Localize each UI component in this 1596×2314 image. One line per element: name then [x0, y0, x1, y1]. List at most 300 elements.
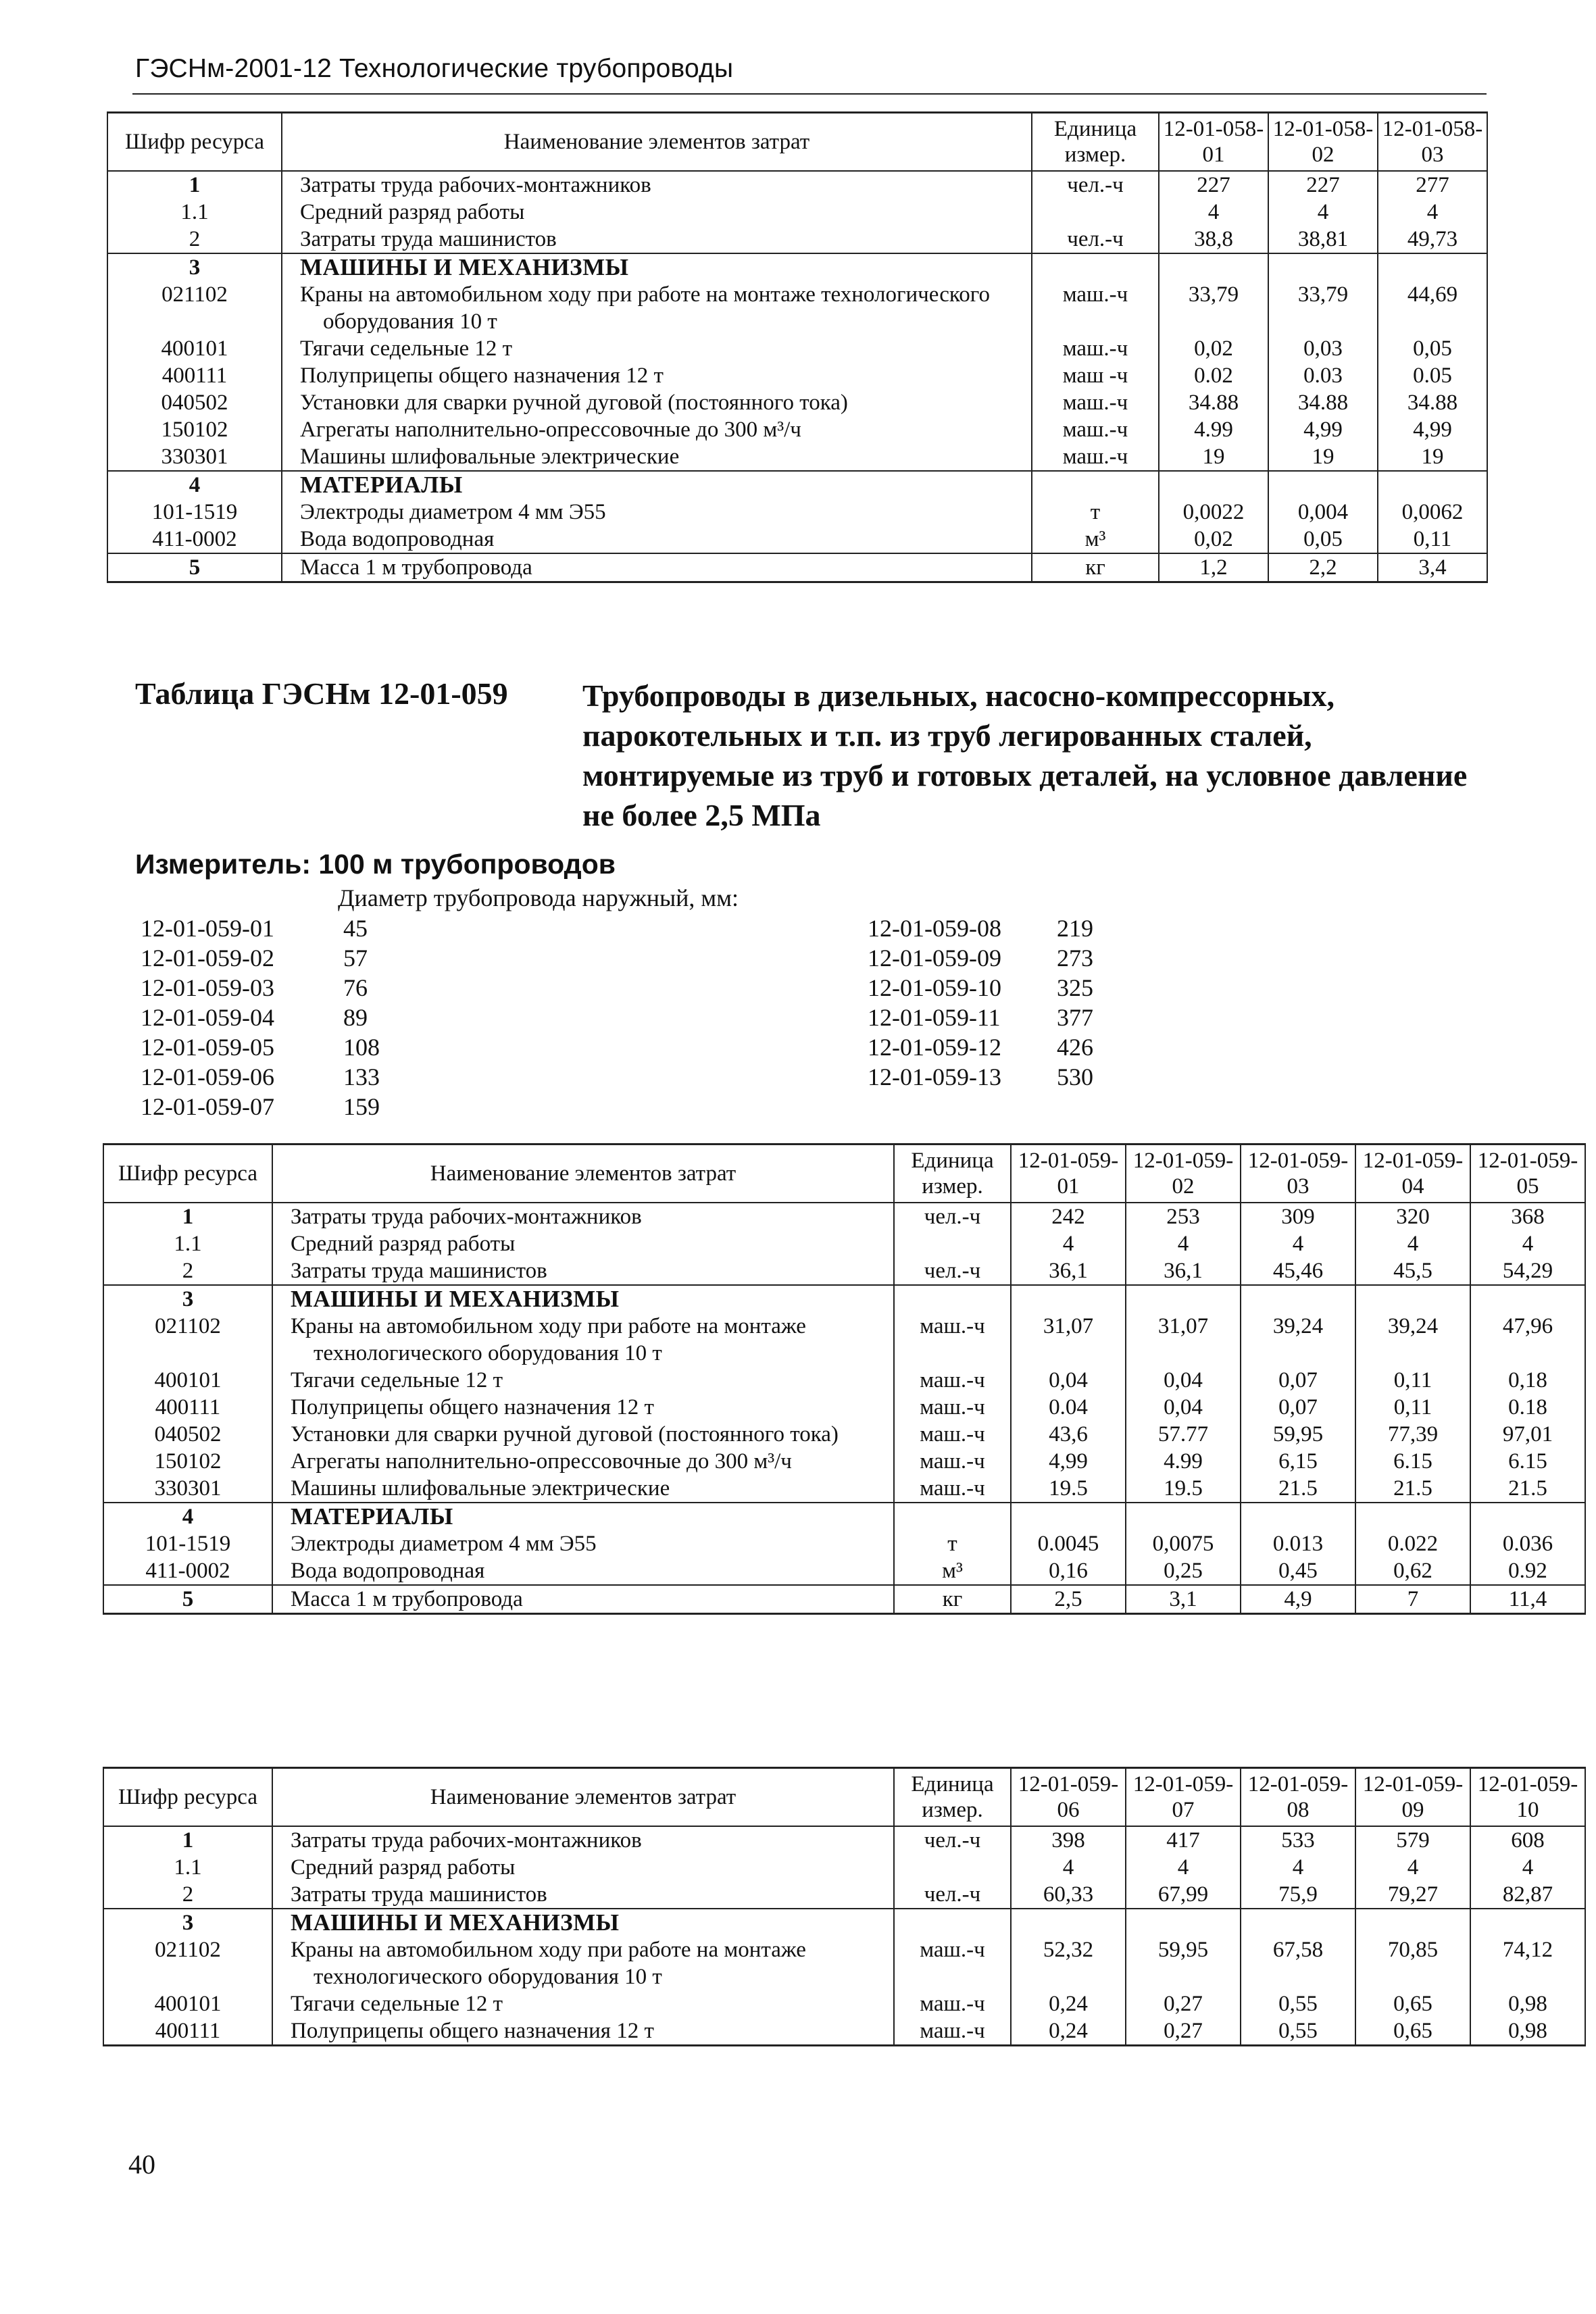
cost-element-text: Масса 1 м трубопровода — [291, 1587, 523, 1611]
cost-element-name — [272, 1854, 894, 1881]
value-cell: 242 — [1011, 1203, 1126, 1230]
value-cell: 0,24 — [1011, 2017, 1126, 2046]
value-cell — [1126, 1909, 1241, 1936]
table-row — [107, 335, 1487, 362]
cost-element-name — [272, 1881, 894, 1909]
table-row — [107, 362, 1487, 389]
cost-element-name — [272, 2017, 894, 2046]
spec-diameter: 108 — [343, 1034, 380, 1061]
spec-diameter: 530 — [1057, 1063, 1093, 1090]
cost-element-text: МАТЕРИАЛЫ — [291, 1503, 453, 1530]
table-row — [103, 1854, 1585, 1881]
unit-cell: чел.-ч — [894, 1257, 1011, 1285]
resource-code: 330301 — [103, 1475, 272, 1503]
value-cell: 19 — [1159, 443, 1268, 471]
resource-code: 1.1 — [103, 1854, 272, 1881]
value-cell: 1,2 — [1159, 553, 1268, 582]
cost-element-name — [282, 443, 1032, 471]
table-row — [103, 1990, 1585, 2017]
value-cell: 60,33 — [1011, 1881, 1126, 1909]
value-cell — [1268, 471, 1378, 499]
value-cell: 0,55 — [1241, 1990, 1355, 2017]
cost-element-name — [272, 1394, 894, 1421]
cost-element-text: МАШИНЫ И МЕХАНИЗМЫ — [291, 1286, 620, 1312]
table-header-row — [107, 113, 1487, 172]
cost-table-058 — [107, 111, 1488, 583]
table-row — [103, 1475, 1585, 1503]
value-cell: 74,12 — [1470, 1936, 1585, 1990]
value-cell: 0,02 — [1159, 526, 1268, 553]
value-cell: 0,24 — [1011, 1990, 1126, 2017]
resource-code: 101-1519 — [103, 1530, 272, 1557]
value-cell: 39,24 — [1355, 1313, 1470, 1367]
cost-element-text: Вода водопроводная — [300, 527, 495, 551]
value-cell: 277 — [1378, 171, 1487, 199]
value-cell: 33,79 — [1159, 281, 1268, 335]
table-row — [103, 1203, 1585, 1230]
value-cell: 0,07 — [1241, 1367, 1355, 1394]
cost-element-text: Средний разряд работы — [291, 1232, 516, 1256]
cost-element-name — [282, 199, 1032, 226]
spec-code: 12-01-059-03 — [141, 974, 274, 1001]
cost-element-name — [282, 499, 1032, 526]
resource-code: 1 — [103, 1203, 272, 1230]
resource-code: 150102 — [103, 1448, 272, 1475]
value-cell: 0,0062 — [1378, 499, 1487, 526]
value-cell: 34.88 — [1378, 389, 1487, 416]
value-cell: 417 — [1126, 1826, 1241, 1854]
value-cell: 79,27 — [1355, 1881, 1470, 1909]
header-rate-code: 12-01-059-04 — [1355, 1145, 1470, 1203]
header-code: Шифр ресурса — [103, 1145, 272, 1203]
spec-diameter: 219 — [1057, 915, 1093, 942]
value-cell: 0.036 — [1470, 1530, 1585, 1557]
spec-list-right — [868, 913, 1273, 1092]
value-cell: 19 — [1378, 443, 1487, 471]
cost-element-name — [272, 1557, 894, 1585]
table-row — [107, 553, 1487, 582]
value-cell: 4,9 — [1241, 1585, 1355, 1614]
unit-cell: т — [1032, 499, 1159, 526]
header-name: Наименование элементов затрат — [272, 1768, 894, 1827]
unit-cell — [894, 1909, 1011, 1936]
table-row — [103, 1585, 1585, 1614]
unit-cell: маш.-ч — [1032, 443, 1159, 471]
cost-element-text: Затраты труда рабочих-монтажников — [300, 173, 651, 197]
value-cell: 0,11 — [1355, 1394, 1470, 1421]
spec-diameter: 76 — [343, 974, 368, 1001]
spec-code: 12-01-059-09 — [868, 945, 1001, 972]
cost-element-name — [282, 171, 1032, 199]
header-rate-code: 12-01-059-09 — [1355, 1768, 1470, 1827]
cost-element-name — [282, 281, 1032, 335]
unit-cell — [1032, 471, 1159, 499]
value-cell — [1126, 1285, 1241, 1313]
spec-row — [868, 943, 1273, 973]
spec-diameter: 89 — [343, 1004, 368, 1031]
spec-diameter: 377 — [1057, 1004, 1093, 1031]
resource-code: 400101 — [107, 335, 282, 362]
value-cell: 0,0022 — [1159, 499, 1268, 526]
value-cell: 0.013 — [1241, 1530, 1355, 1557]
unit-cell: кг — [1032, 553, 1159, 582]
resource-code: 1 — [107, 171, 282, 199]
value-cell — [1378, 471, 1487, 499]
cost-element-name — [282, 471, 1032, 499]
cost-element-text: Масса 1 м трубопровода — [300, 555, 532, 580]
resource-code: 5 — [107, 553, 282, 582]
cost-element-name — [282, 526, 1032, 553]
value-cell: 4 — [1470, 1854, 1585, 1881]
resource-code: 4 — [107, 471, 282, 499]
cost-element-name — [272, 1530, 894, 1557]
cost-element-name — [272, 1285, 894, 1313]
value-cell: 0.03 — [1268, 362, 1378, 389]
table-row — [103, 1448, 1585, 1475]
value-cell: 0,98 — [1470, 1990, 1585, 2017]
spec-diameter: 57 — [343, 945, 368, 972]
table-row — [107, 389, 1487, 416]
spec-code: 12-01-059-06 — [141, 1063, 274, 1090]
cost-element-name — [282, 253, 1032, 281]
cost-table-059-b — [103, 1767, 1586, 2046]
value-cell: 0,27 — [1126, 1990, 1241, 2017]
table-row — [103, 1313, 1585, 1367]
unit-cell: чел.-ч — [894, 1881, 1011, 1909]
value-cell: 608 — [1470, 1826, 1585, 1854]
value-cell: 579 — [1355, 1826, 1470, 1854]
value-cell: 19 — [1268, 443, 1378, 471]
value-cell: 11,4 — [1470, 1585, 1585, 1614]
value-cell: 253 — [1126, 1203, 1241, 1230]
spec-row — [868, 1032, 1273, 1062]
header-rate-code: 12-01-058-01 — [1159, 113, 1268, 172]
table-row — [103, 1394, 1585, 1421]
cost-element-text: Электроды диаметром 4 мм Э55 — [291, 1532, 597, 1556]
cost-element-text: Краны на автомобильном ходу при работе на монтаже технологического оборудования 10 т — [291, 1938, 806, 1989]
value-cell: 0,65 — [1355, 2017, 1470, 2046]
value-cell: 0,45 — [1241, 1557, 1355, 1585]
unit-cell: маш.-ч — [1032, 281, 1159, 335]
value-cell: 0.04 — [1011, 1394, 1126, 1421]
value-cell: 227 — [1159, 171, 1268, 199]
cost-element-name — [272, 1826, 894, 1854]
value-cell: 4 — [1011, 1230, 1126, 1257]
resource-code: 330301 — [107, 443, 282, 471]
meter-label: Измеритель: 100 м трубопроводов — [135, 849, 616, 880]
unit-cell: маш.-ч — [894, 1448, 1011, 1475]
resource-code: 040502 — [103, 1421, 272, 1448]
value-cell: 7 — [1355, 1585, 1470, 1614]
table-row — [107, 226, 1487, 253]
value-cell: 0.92 — [1470, 1557, 1585, 1585]
spec-diameter: 273 — [1057, 945, 1093, 972]
table-row — [107, 443, 1487, 471]
table-row — [107, 199, 1487, 226]
value-cell: 38,81 — [1268, 226, 1378, 253]
spec-row — [868, 913, 1273, 943]
value-cell: 227 — [1268, 171, 1378, 199]
table-row — [103, 1881, 1585, 1909]
value-cell: 36,1 — [1126, 1257, 1241, 1285]
table-row — [107, 171, 1487, 199]
cost-element-text: Затраты труда машинистов — [300, 227, 557, 251]
table-row — [107, 471, 1487, 499]
resource-code: 150102 — [107, 416, 282, 443]
value-cell: 59,95 — [1126, 1936, 1241, 1990]
value-cell: 4,99 — [1268, 416, 1378, 443]
resource-code: 021102 — [103, 1936, 272, 1990]
table-row — [103, 1557, 1585, 1585]
table-title: Таблица ГЭСНм 12-01-059 — [135, 676, 508, 711]
value-cell: 0.02 — [1159, 362, 1268, 389]
value-cell: 47,96 — [1470, 1313, 1585, 1367]
table-row — [103, 1909, 1585, 1936]
header-rate-code: 12-01-059-06 — [1011, 1768, 1126, 1827]
unit-cell — [894, 1854, 1011, 1881]
resource-code: 411-0002 — [107, 526, 282, 553]
cost-element-name — [282, 416, 1032, 443]
value-cell: 0.05 — [1378, 362, 1487, 389]
header-rate-code: 12-01-059-01 — [1011, 1145, 1126, 1203]
unit-cell — [894, 1285, 1011, 1313]
table-row — [103, 1367, 1585, 1394]
value-cell: 0.18 — [1470, 1394, 1585, 1421]
value-cell: 2,5 — [1011, 1585, 1126, 1614]
value-cell: 4.99 — [1126, 1448, 1241, 1475]
header-rate-code: 12-01-058-02 — [1268, 113, 1378, 172]
header-code: Шифр ресурса — [103, 1768, 272, 1827]
value-cell: 4 — [1241, 1854, 1355, 1881]
value-cell — [1011, 1285, 1126, 1313]
cost-element-name — [282, 362, 1032, 389]
diameter-caption: Диаметр трубопровода наружный, мм: — [338, 884, 739, 911]
value-cell: 39,24 — [1241, 1313, 1355, 1367]
resource-code: 4 — [103, 1503, 272, 1530]
value-cell: 0,11 — [1355, 1367, 1470, 1394]
cost-element-name — [282, 553, 1032, 582]
spec-row — [868, 1062, 1273, 1092]
value-cell: 31,07 — [1011, 1313, 1126, 1367]
value-cell: 398 — [1011, 1826, 1126, 1854]
value-cell: 75,9 — [1241, 1881, 1355, 1909]
cost-element-text: Затраты труда рабочих-монтажников — [291, 1828, 642, 1853]
value-cell — [1159, 471, 1268, 499]
value-cell: 19.5 — [1011, 1475, 1126, 1503]
cost-element-text: Вода водопроводная — [291, 1559, 485, 1583]
value-cell: 38,8 — [1159, 226, 1268, 253]
spec-code: 12-01-059-02 — [141, 945, 274, 972]
value-cell: 0,004 — [1268, 499, 1378, 526]
resource-code: 3 — [103, 1909, 272, 1936]
value-cell: 34.88 — [1268, 389, 1378, 416]
value-cell: 0,04 — [1126, 1394, 1241, 1421]
header-rate-code: 12-01-059-03 — [1241, 1145, 1355, 1203]
unit-cell: маш.-ч — [894, 1367, 1011, 1394]
header-rate-code: 12-01-059-07 — [1126, 1768, 1241, 1827]
spec-code: 12-01-059-07 — [141, 1093, 274, 1120]
value-cell: 77,39 — [1355, 1421, 1470, 1448]
unit-cell: чел.-ч — [894, 1826, 1011, 1854]
table-row — [103, 1285, 1585, 1313]
unit-cell: маш.-ч — [1032, 389, 1159, 416]
table-row — [107, 416, 1487, 443]
resource-code: 400101 — [103, 1990, 272, 2017]
value-cell: 97,01 — [1470, 1421, 1585, 1448]
value-cell — [1355, 1285, 1470, 1313]
value-cell: 59,95 — [1241, 1421, 1355, 1448]
cost-element-name — [272, 1421, 894, 1448]
value-cell: 0,55 — [1241, 2017, 1355, 2046]
spec-row — [141, 1062, 546, 1092]
spec-row — [141, 943, 546, 973]
cost-element-name — [272, 1503, 894, 1530]
value-cell: 4 — [1268, 199, 1378, 226]
spec-row — [141, 973, 546, 1003]
table-row — [103, 1503, 1585, 1530]
value-cell: 0,62 — [1355, 1557, 1470, 1585]
cost-element-text: Краны на автомобильном ходу при работе на монтаже технологического оборудования 10 т — [300, 282, 990, 334]
table-row — [107, 499, 1487, 526]
value-cell — [1011, 1503, 1126, 1530]
value-cell: 0,02 — [1159, 335, 1268, 362]
table-row — [103, 1421, 1585, 1448]
unit-cell: маш.-ч — [894, 1990, 1011, 2017]
cost-element-text: Агрегаты наполнительно-опрессовочные до 300 м³/ч — [291, 1449, 792, 1474]
value-cell: 320 — [1355, 1203, 1470, 1230]
spec-code: 12-01-059-01 — [141, 915, 274, 942]
value-cell: 4 — [1378, 199, 1487, 226]
unit-cell: маш.-ч — [894, 1475, 1011, 1503]
value-cell: 0,11 — [1378, 526, 1487, 553]
header-rate-code: 12-01-059-05 — [1470, 1145, 1585, 1203]
resource-code: 2 — [103, 1881, 272, 1909]
value-cell: 21.5 — [1470, 1475, 1585, 1503]
value-cell: 33,79 — [1268, 281, 1378, 335]
value-cell: 4 — [1355, 1230, 1470, 1257]
value-cell: 2,2 — [1268, 553, 1378, 582]
cost-element-name — [272, 1367, 894, 1394]
unit-cell: маш.-ч — [894, 1421, 1011, 1448]
value-cell: 0,98 — [1470, 2017, 1585, 2046]
value-cell — [1470, 1909, 1585, 1936]
cost-element-text: Электроды диаметром 4 мм Э55 — [300, 500, 606, 524]
value-cell: 45,46 — [1241, 1257, 1355, 1285]
value-cell: 0,65 — [1355, 1990, 1470, 2017]
unit-cell: маш -ч — [1032, 362, 1159, 389]
resource-code: 1.1 — [107, 199, 282, 226]
resource-code: 400111 — [103, 1394, 272, 1421]
unit-cell: маш.-ч — [894, 1936, 1011, 1990]
value-cell: 54,29 — [1470, 1257, 1585, 1285]
value-cell: 57.77 — [1126, 1421, 1241, 1448]
cost-element-name — [272, 1475, 894, 1503]
cost-element-name — [272, 1230, 894, 1257]
cost-element-text: Затраты труда машинистов — [291, 1259, 547, 1283]
unit-cell — [1032, 199, 1159, 226]
spec-row — [141, 1032, 546, 1062]
value-cell: 4 — [1126, 1854, 1241, 1881]
value-cell: 44,69 — [1378, 281, 1487, 335]
value-cell — [1126, 1503, 1241, 1530]
resource-code: 2 — [103, 1257, 272, 1285]
value-cell — [1241, 1503, 1355, 1530]
value-cell: 45,5 — [1355, 1257, 1470, 1285]
resource-code: 040502 — [107, 389, 282, 416]
value-cell: 309 — [1241, 1203, 1355, 1230]
spec-row — [868, 973, 1273, 1003]
value-cell: 21.5 — [1355, 1475, 1470, 1503]
value-cell — [1268, 253, 1378, 281]
value-cell: 34.88 — [1159, 389, 1268, 416]
value-cell: 3,4 — [1378, 553, 1487, 582]
header-rate-code: 12-01-059-02 — [1126, 1145, 1241, 1203]
spec-code: 12-01-059-05 — [141, 1034, 274, 1061]
cost-element-text: МАШИНЫ И МЕХАНИЗМЫ — [300, 254, 629, 280]
value-cell: 4 — [1011, 1854, 1126, 1881]
running-head: ГЭСНм-2001-12 Технологические трубопроводы — [135, 54, 734, 83]
cost-element-text: Машины шлифовальные электрические — [300, 445, 680, 469]
header-unit: Единица измер. — [894, 1145, 1011, 1203]
cost-element-name — [282, 226, 1032, 253]
value-cell: 0,04 — [1011, 1367, 1126, 1394]
value-cell: 4.99 — [1159, 416, 1268, 443]
header-rate-code: 12-01-059-10 — [1470, 1768, 1585, 1827]
spec-list-left — [141, 913, 546, 1122]
value-cell — [1355, 1909, 1470, 1936]
cost-element-text: Средний разряд работы — [300, 200, 525, 224]
spec-diameter: 133 — [343, 1063, 380, 1090]
value-cell: 0,05 — [1268, 526, 1378, 553]
value-cell — [1470, 1503, 1585, 1530]
value-cell: 52,32 — [1011, 1936, 1126, 1990]
resource-code: 2 — [107, 226, 282, 253]
cost-element-text: Средний разряд работы — [291, 1855, 516, 1880]
resource-code: 021102 — [107, 281, 282, 335]
cost-element-name — [282, 389, 1032, 416]
header-rule — [132, 93, 1487, 95]
unit-cell — [1032, 253, 1159, 281]
value-cell: 36,1 — [1011, 1257, 1126, 1285]
table-row — [103, 1936, 1585, 1990]
table-header-row — [103, 1145, 1585, 1203]
unit-cell — [894, 1503, 1011, 1530]
cost-element-name — [272, 1313, 894, 1367]
resource-code: 3 — [103, 1285, 272, 1313]
value-cell: 6.15 — [1355, 1448, 1470, 1475]
value-cell: 49,73 — [1378, 226, 1487, 253]
unit-cell: чел.-ч — [1032, 226, 1159, 253]
value-cell — [1378, 253, 1487, 281]
cost-element-text: Тягачи седельные 12 т — [291, 1992, 503, 2016]
cost-element-text: Полуприцепы общего назначения 12 т — [291, 2019, 654, 2043]
value-cell: 368 — [1470, 1203, 1585, 1230]
value-cell: 0,18 — [1470, 1367, 1585, 1394]
value-cell: 0,0075 — [1126, 1530, 1241, 1557]
table-row — [107, 526, 1487, 553]
value-cell: 0,05 — [1378, 335, 1487, 362]
value-cell — [1159, 253, 1268, 281]
unit-cell: маш.-ч — [894, 2017, 1011, 2046]
spec-code: 12-01-059-10 — [868, 974, 1001, 1001]
value-cell: 67,58 — [1241, 1936, 1355, 1990]
spec-diameter: 426 — [1057, 1034, 1093, 1061]
resource-code: 400111 — [103, 2017, 272, 2046]
value-cell — [1011, 1909, 1126, 1936]
spec-code: 12-01-059-12 — [868, 1034, 1001, 1061]
value-cell: 4 — [1470, 1230, 1585, 1257]
table-row — [103, 1530, 1585, 1557]
